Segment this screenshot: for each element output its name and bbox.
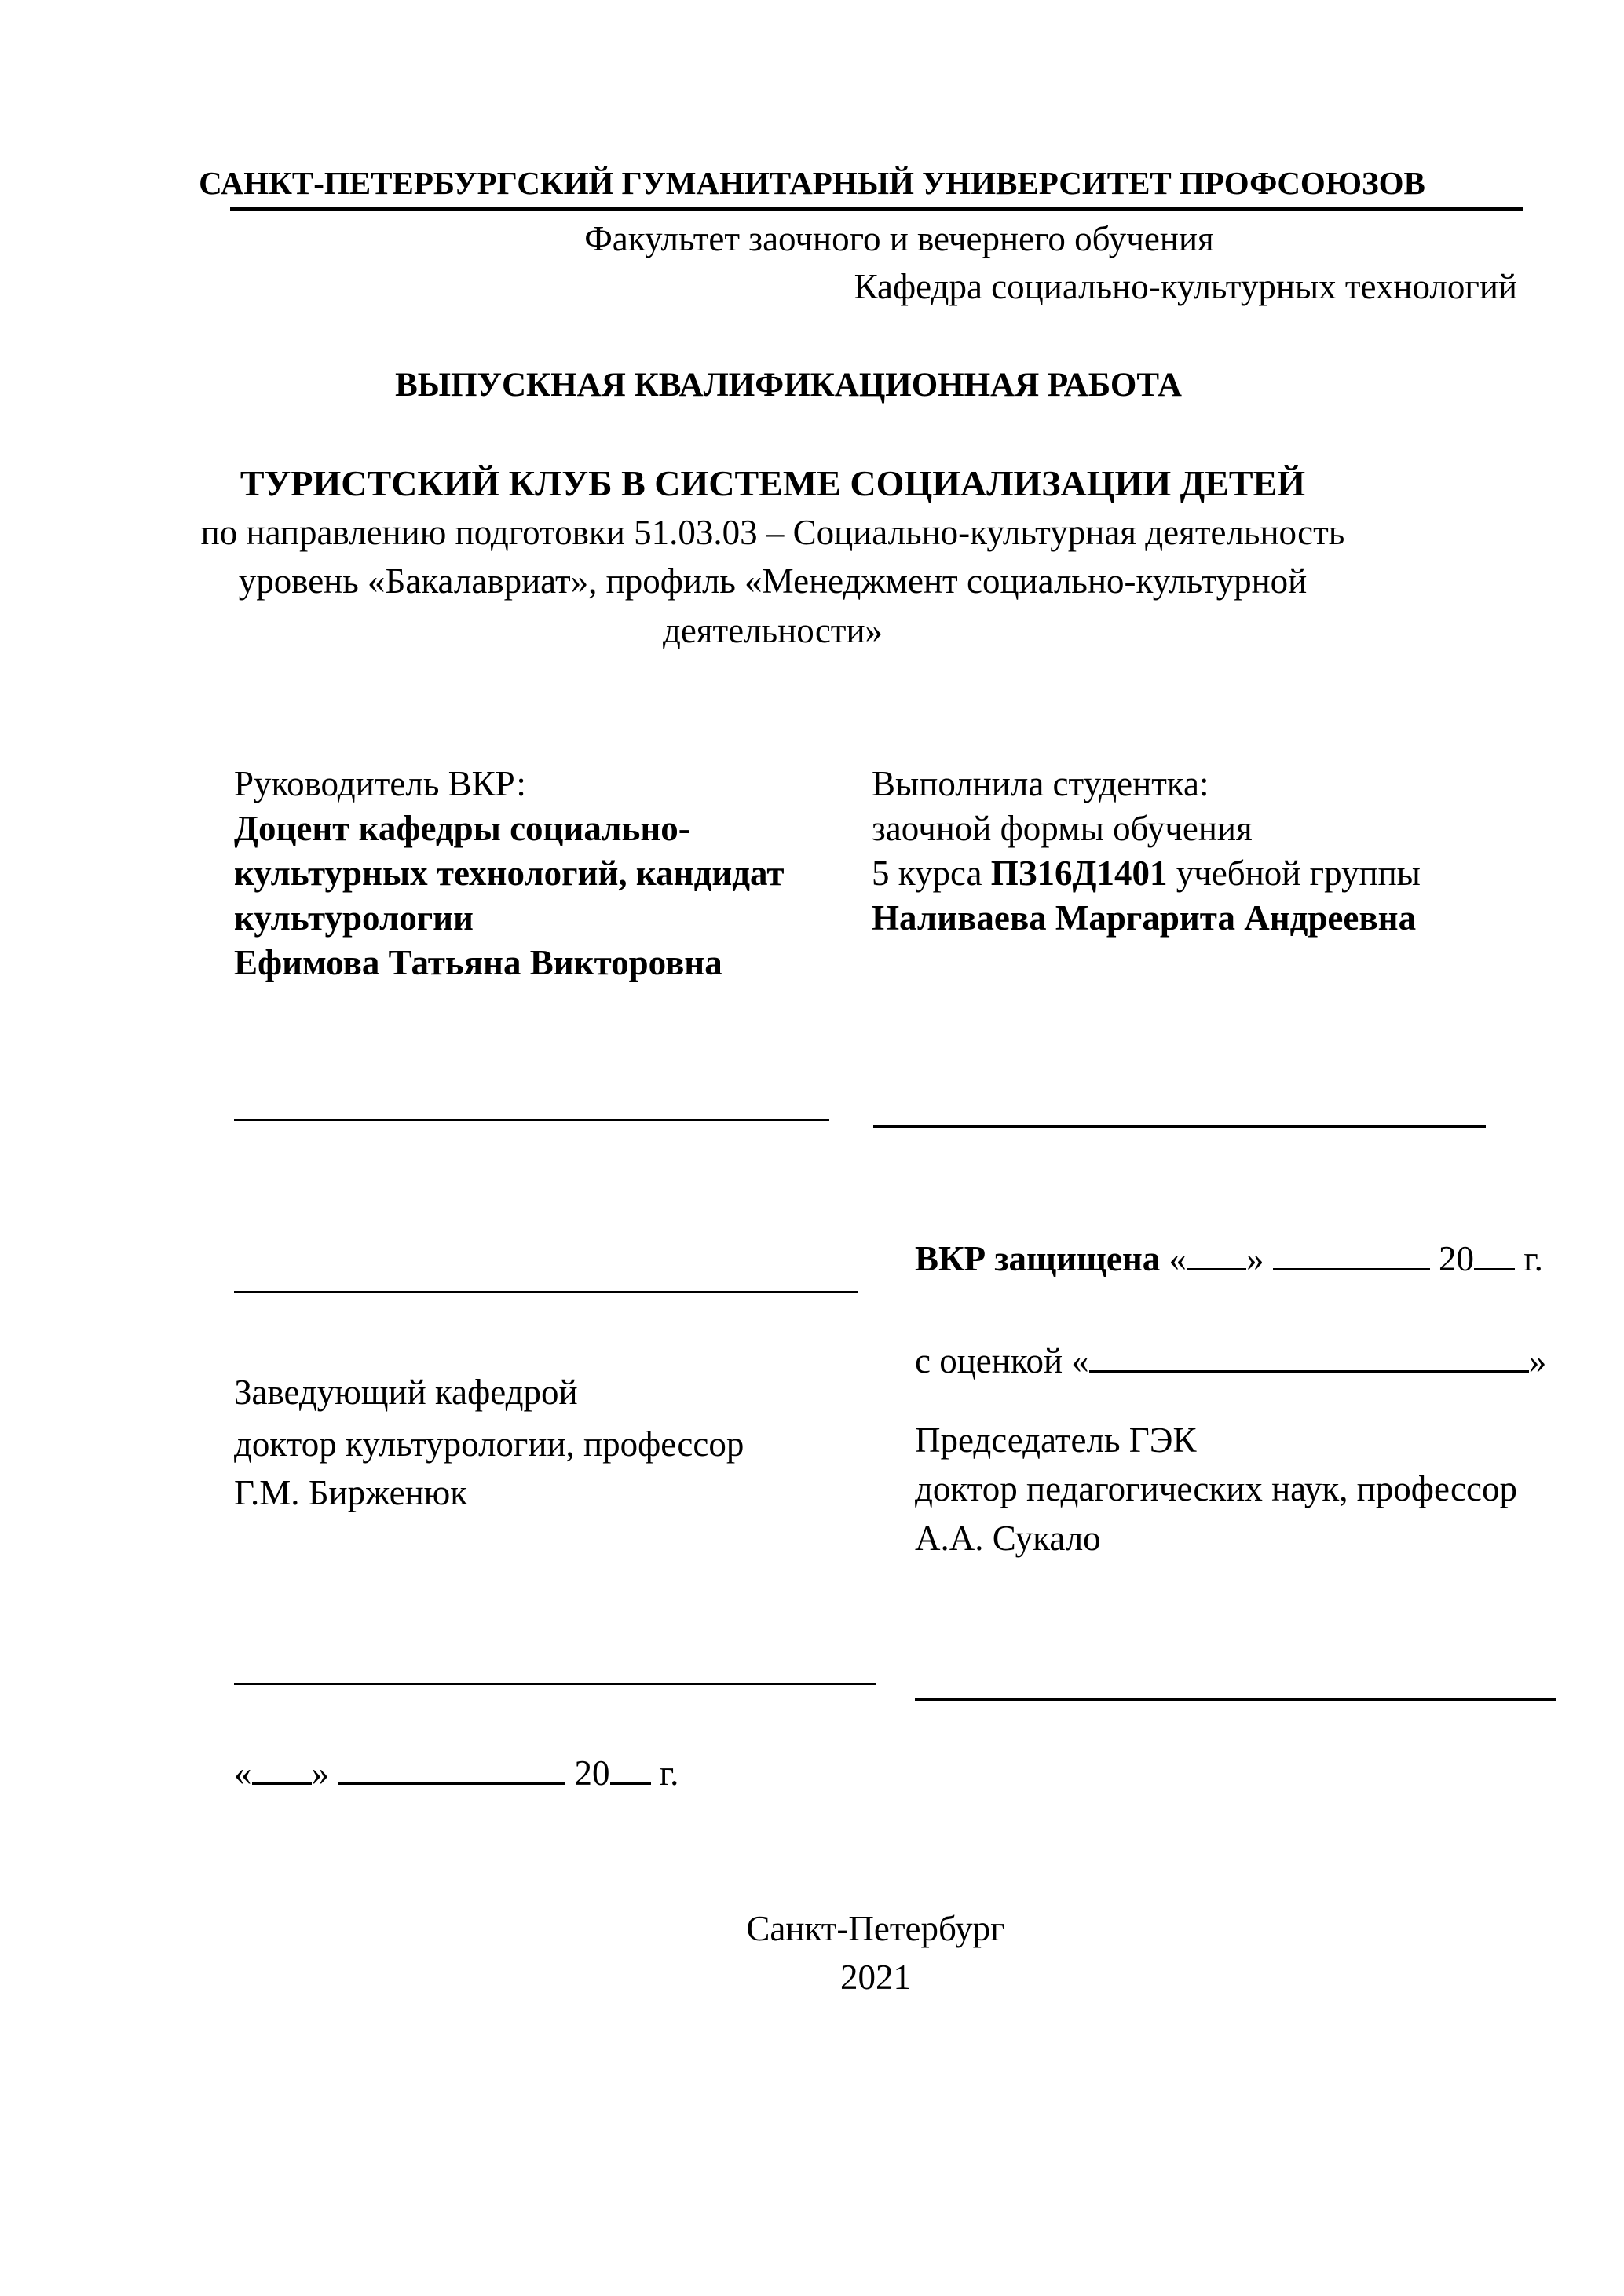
- faculty-name: Факультет заочного и вечернего обучения: [584, 219, 1214, 258]
- footer-city: Санкт-Петербург: [746, 1909, 1005, 1948]
- chairman-signature-line[interactable]: [915, 1698, 1556, 1701]
- defense-close-quote: »: [1246, 1239, 1264, 1278]
- supervisor-title-2: культурных технологий, кандидат: [234, 854, 785, 893]
- student-label: Выполнила студентка:: [872, 764, 1209, 803]
- grade-line: [915, 1339, 1546, 1384]
- department-name: Кафедра социально-культурных технологий: [854, 267, 1517, 306]
- student-course: 5 курса: [872, 854, 982, 893]
- header-rule: [230, 207, 1523, 211]
- date-close-quote: »: [311, 1753, 329, 1793]
- defense-year-prefix: 20: [1439, 1239, 1475, 1278]
- student-group-code: ПЗ16Д1401: [990, 854, 1168, 893]
- date-month-blank[interactable]: [338, 1751, 565, 1785]
- date-year-blank[interactable]: [610, 1751, 651, 1785]
- grade-label: с оценкой «: [915, 1341, 1089, 1380]
- defense-label: ВКР защищена: [915, 1239, 1161, 1278]
- footer-year: 2021: [840, 1958, 911, 1997]
- student-signature-line[interactable]: [873, 1125, 1486, 1128]
- topic-direction: по направлению подготовки 51.03.03 – Социально-культурная деятельность: [200, 513, 1345, 552]
- approval-date-line: [234, 1751, 678, 1796]
- student-name: Наливаева Маргарита Андреевна: [872, 898, 1417, 938]
- head-of-department-signature-line[interactable]: [234, 1683, 876, 1685]
- topic-title: ТУРИСТСКИЙ КЛУБ В СИСТЕМЕ СОЦИАЛИЗАЦИИ ДЕТЕЙ: [240, 463, 1306, 503]
- supervisor-title-1: Доцент кафедры социально-: [234, 809, 690, 848]
- supervisor-title-3: культурологии: [234, 898, 474, 938]
- chairman-label: Председатель ГЭК: [915, 1420, 1197, 1460]
- chairman-degree: доктор педагогических наук, профессор: [915, 1469, 1517, 1508]
- date-day-blank[interactable]: [252, 1751, 312, 1785]
- defense-open-quote: «: [1169, 1239, 1187, 1278]
- grade-close-quote: »: [1528, 1341, 1547, 1380]
- defense-year-suffix: г.: [1523, 1239, 1543, 1278]
- student-group-line: [872, 851, 1421, 896]
- work-type-title: ВЫПУСКНАЯ КВАЛИФИКАЦИОННАЯ РАБОТА: [395, 367, 1182, 404]
- student-group-suffix: учебной группы: [1176, 854, 1421, 893]
- topic-level-profile: уровень «Бакалавриат», профиль «Менеджмент социально-культурной: [238, 561, 1308, 601]
- university-name: САНКТ-ПЕТЕРБУРГСКИЙ ГУМАНИТАРНЫЙ УНИВЕРСИТЕТ ПРОФСОЮЗОВ: [199, 165, 1425, 201]
- supervisor-label: Руководитель ВКР:: [234, 764, 526, 803]
- student-study-form: заочной формы обучения: [872, 809, 1253, 848]
- supervisor-signature-line[interactable]: [234, 1119, 829, 1121]
- defense-month-blank[interactable]: [1273, 1237, 1430, 1270]
- defense-year-blank[interactable]: [1474, 1237, 1515, 1270]
- defense-day-blank[interactable]: [1187, 1237, 1246, 1270]
- head-of-department-name: Г.М. Бирженюк: [234, 1473, 468, 1512]
- supervisor-name: Ефимова Татьяна Викторовна: [234, 943, 722, 982]
- date-year-prefix: 20: [574, 1753, 610, 1793]
- topic-profile-end: деятельности»: [662, 611, 883, 650]
- chairman-name: А.А. Сукало: [915, 1519, 1101, 1558]
- date-year-suffix: г.: [659, 1753, 679, 1793]
- defense-line: [915, 1237, 1543, 1281]
- head-of-department-label: Заведующий кафедрой: [234, 1373, 578, 1412]
- date-open-quote: «: [234, 1753, 252, 1793]
- extra-signature-line[interactable]: [234, 1291, 858, 1293]
- grade-blank[interactable]: [1089, 1339, 1529, 1373]
- head-of-department-degree: доктор культурологии, профессор: [234, 1424, 744, 1464]
